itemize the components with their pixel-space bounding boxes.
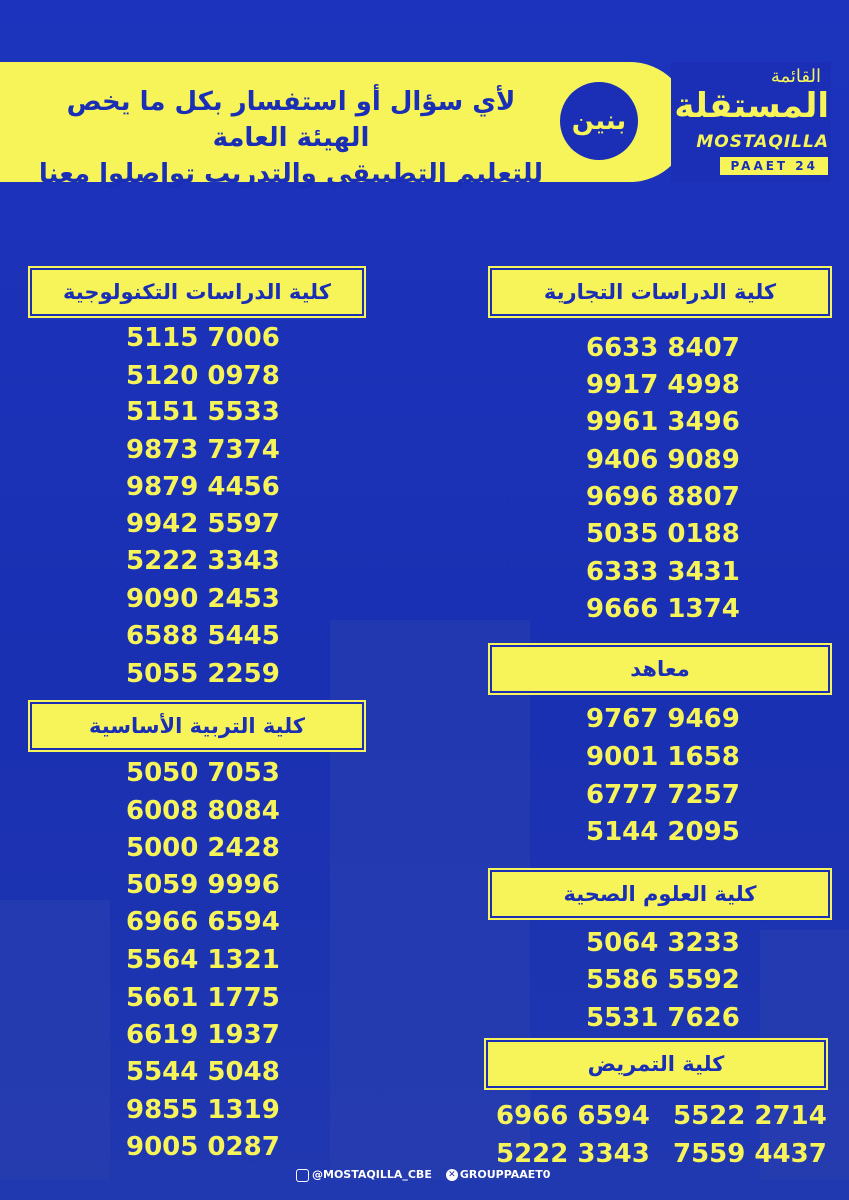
label-health: كلية العلوم الصحية: [490, 870, 830, 918]
phone-number: 9961 3496: [586, 407, 740, 437]
label-tech: كلية الدراسات التكنولوجية: [30, 268, 364, 316]
phone-number: 9666 1374: [586, 594, 740, 624]
phone-number: 5055 2259: [126, 659, 280, 689]
phone-number: 6966 6594: [126, 907, 280, 937]
logo-latin: MOSTAQILLA: [696, 132, 829, 152]
phone-number: 5120 0978: [126, 361, 280, 391]
phone-number: 9001 1658: [586, 742, 740, 772]
phone-number: 9090 2453: [126, 584, 280, 614]
phone-number: 5035 0188: [586, 519, 740, 549]
phone-number: 5059 9996: [126, 870, 280, 900]
logo-tag: PAAET 24: [719, 156, 829, 176]
phone-number: 6588 5445: [126, 621, 280, 651]
header-line-2: للتعليم التطبيقي والتدريب تواصلوا معنا: [38, 159, 544, 189]
phone-number: 5661 1775: [126, 983, 280, 1013]
instagram-handle[interactable]: [296, 1168, 432, 1182]
phone-number: 5522 2714: [673, 1101, 827, 1131]
phone-number: 5050 7053: [126, 758, 280, 788]
boys-badge: بنين: [560, 82, 638, 160]
label-nursing: كلية التمريض: [486, 1040, 826, 1088]
phone-number: 9696 8807: [586, 482, 740, 512]
x-icon: ✕: [446, 1169, 458, 1181]
phone-number: 9873 7374: [126, 435, 280, 465]
phone-number: 9942 5597: [126, 509, 280, 539]
phone-number: 6777 7257: [586, 780, 740, 810]
label-basic: كلية التربية الأساسية: [30, 702, 364, 750]
instagram-icon: [296, 1169, 309, 1182]
phone-number: 9005 0287: [126, 1132, 280, 1162]
phone-number: 9406 9089: [586, 445, 740, 475]
phone-number: 5064 3233: [586, 928, 740, 958]
phone-number: 5115 7006: [126, 323, 280, 353]
logo-title: المستقلة: [674, 86, 829, 126]
logo-small-text: القائمة: [770, 66, 821, 87]
header-line-1: لأي سؤال أو استفسار بكل ما يخص الهيئة العامة: [66, 87, 516, 153]
phone-number: 5151 5533: [126, 397, 280, 427]
x-handle[interactable]: [446, 1168, 551, 1181]
phone-number: 9917 4998: [586, 370, 740, 400]
label-business: كلية الدراسات التجارية: [490, 268, 830, 316]
phone-number: 5000 2428: [126, 833, 280, 863]
phone-number: 5222 3343: [126, 546, 280, 576]
instagram-text: @MOSTAQILLA_CBE: [312, 1168, 432, 1181]
phone-number: 5564 1321: [126, 945, 280, 975]
building-silhouette-left: [0, 900, 110, 1180]
phone-number: 5144 2095: [586, 817, 740, 847]
phone-number: 6619 1937: [126, 1020, 280, 1050]
phone-number: 6633 8407: [586, 333, 740, 363]
phone-number: 9879 4456: [126, 472, 280, 502]
phone-number: 7559 4437: [673, 1139, 827, 1169]
x-text: GROUPPAAET0: [459, 1168, 551, 1182]
phone-number: 9855 1319: [126, 1095, 280, 1125]
label-institutes: معاهد: [490, 645, 830, 693]
phone-number: 5586 5592: [586, 965, 740, 995]
phone-number: 5544 5048: [126, 1057, 280, 1087]
phone-number: 6333 3431: [586, 557, 740, 587]
phone-number: 9767 9469: [586, 704, 740, 734]
header-text: [26, 84, 556, 192]
phone-number: 6008 8084: [126, 796, 280, 826]
phone-number: 6966 6594: [496, 1101, 650, 1131]
footer: [296, 1168, 550, 1182]
phone-number: 5222 3343: [496, 1139, 650, 1169]
phone-number: 5531 7626: [586, 1003, 740, 1033]
